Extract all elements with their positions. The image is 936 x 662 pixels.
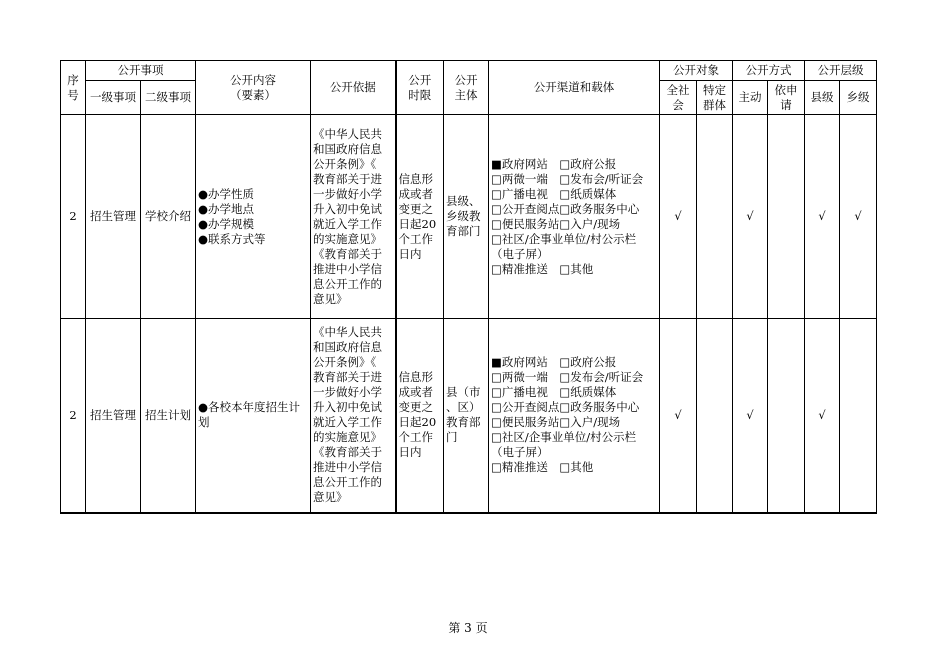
header-matter: 公开事项 (86, 61, 196, 81)
table-row (61, 319, 877, 513)
row-target-all: √ (660, 115, 697, 319)
row-method-active: √ (733, 115, 768, 319)
header-level1: 一级事项 (86, 81, 141, 115)
row-method-active: √ (733, 319, 768, 513)
header-method-active: 主动 (733, 81, 768, 115)
header-level: 公开层级 (805, 61, 877, 81)
row-method-request (768, 115, 805, 319)
header-level2: 二级事项 (141, 81, 196, 115)
header-target: 公开对象 (660, 61, 733, 81)
row-subject: 县（市 、区） 教育部 门 (444, 319, 489, 513)
header-seq: 序号 (61, 61, 86, 115)
header-subject: 公开 主体 (444, 61, 489, 115)
row-level-county: √ (805, 115, 840, 319)
row-subject: 县级、 乡级教 育部门 (444, 115, 489, 319)
table-row (61, 115, 877, 319)
row-basis: 《中华人民共 和国政府信息 公开条例》《 教育部关于进 一步做好小学 升入初中免试 就近入学工作 的实施意见》 《教育部关于 推进中小学信 息公开工作的 意见》 (311, 115, 396, 319)
row-target-all: √ (660, 319, 697, 513)
row-level-county: √ (805, 319, 840, 513)
row-basis: 《中华人民共 和国政府信息 公开条例》《 教育部关于进 一步做好小学 升入初中免试 就近入学工作 的实施意见》 《教育部关于 推进中小学信 息公开工作的 意见》 (311, 319, 396, 513)
row-level-township: √ (840, 115, 877, 319)
header-target-all: 全社 会 (660, 81, 697, 115)
disclosure-table (60, 60, 877, 514)
row-level1: 招生管理 (86, 115, 141, 319)
row-seq: 2 (61, 319, 86, 513)
page-number: 第 3 页 (448, 621, 488, 635)
row-content: ●各校本年度招生计 划 (196, 319, 311, 513)
header-level-county: 县级 (805, 81, 840, 115)
row-target-specific (697, 115, 733, 319)
row-deadline: 信息形 成或者 变更之 日起20 个工作 日内 (396, 115, 444, 319)
header-method-request: 依申请 (768, 81, 805, 115)
row-content: ●办学性质 ●办学地点 ●办学规模 ●联系方式等 (196, 115, 311, 319)
header-basis: 公开依据 (311, 61, 396, 115)
row-target-specific (697, 319, 733, 513)
header-content: 公开内容 （要素） (196, 61, 311, 115)
row-level-township (840, 319, 877, 513)
row-level2: 招生计划 (141, 319, 196, 513)
header-deadline: 公开 时限 (396, 61, 444, 115)
header-level-township: 乡级 (840, 81, 877, 115)
row-seq: 2 (61, 115, 86, 319)
row-channel: ■政府网站 □政府公报 □两微一端 □发布会/听证会 □广播电视 □纸质媒体 □公开查阅点□政务服务中心 □便民服务站□入户/现场 □社区/企事业单位/村公示栏 （电子屏） □精准推送 □其他 (489, 319, 660, 513)
row-channel: ■政府网站 □政府公报 □两微一端 □发布会/听证会 □广播电视 □纸质媒体 □公开查阅点□政务服务中心 □便民服务站□入户/现场 □社区/企事业单位/村公示栏 （电子屏） □精准推送 □其他 (489, 115, 660, 319)
header-channel: 公开渠道和载体 (489, 61, 660, 115)
row-level2: 学校介绍 (141, 115, 196, 319)
row-deadline: 信息形 成或者 变更之 日起20 个工作 日内 (396, 319, 444, 513)
header-target-specific: 特定 群体 (697, 81, 733, 115)
header-row-1 (61, 61, 877, 81)
row-method-request (768, 319, 805, 513)
row-level1: 招生管理 (86, 319, 141, 513)
header-method: 公开方式 (733, 61, 805, 81)
